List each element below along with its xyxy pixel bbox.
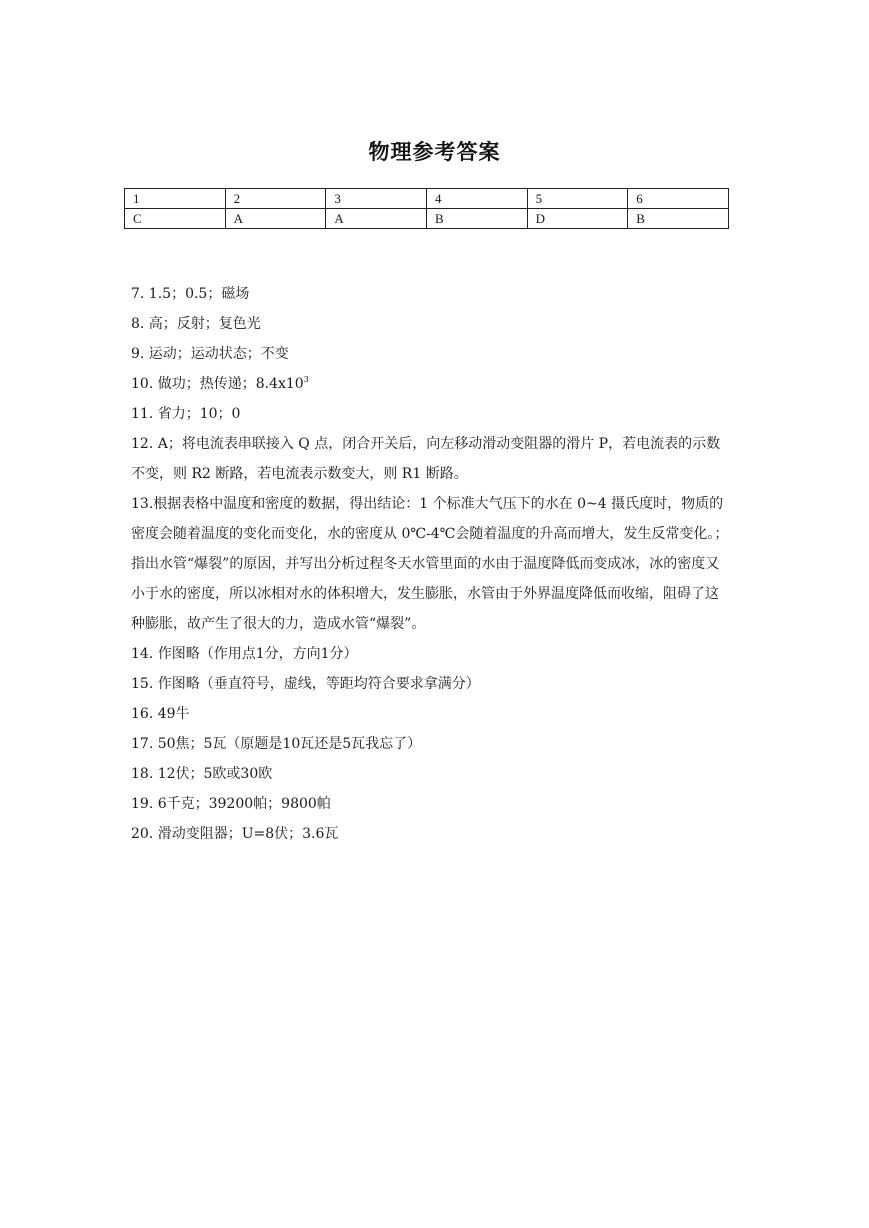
answer-item-18: 18. 12伏；5欧或30欧 xyxy=(131,766,273,782)
answer-item-14: 14. 作图略（作用点1分，方向1分） xyxy=(131,646,358,662)
answer-item-17: 17. 50焦；5瓦（原题是10瓦还是5瓦我忘了） xyxy=(131,736,422,752)
table-cell: 4 xyxy=(426,189,527,209)
choice-answer-table xyxy=(124,188,729,229)
exponent: 3 xyxy=(303,375,309,384)
answer-item-16: 16. 49牛 xyxy=(131,706,190,722)
table-cell: A xyxy=(225,209,326,229)
answer-item-7: 7. 1.5；0.5；磁场 xyxy=(131,286,250,302)
table-cell: 5 xyxy=(527,189,628,209)
table-cell: B xyxy=(628,209,729,229)
table-cell: 1 xyxy=(125,189,226,209)
table-cell: A xyxy=(326,209,427,229)
table-cell: D xyxy=(527,209,628,229)
answer-item-9: 9. 运动；运动状态；不变 xyxy=(131,346,289,362)
table-cell: B xyxy=(426,209,527,229)
answer-item-8: 8. 高；反射；复色光 xyxy=(131,316,261,332)
answer-item-20: 20. 滑动变阻器；U=8伏；3.6瓦 xyxy=(131,826,339,842)
page-title: 物理参考答案 xyxy=(368,140,501,164)
table-cell: 6 xyxy=(628,189,729,209)
answer-list xyxy=(131,279,729,849)
table-header-row xyxy=(125,189,729,209)
answer-item-12: 12. A；将电流表串联接入 Q 点，闭合开关后，向左移动滑动变阻器的滑片 P，若电流表的示数不变，则 R2 断路，若电流表示数变大，则 R1 断路。 xyxy=(131,436,721,482)
table-cell: 2 xyxy=(225,189,326,209)
answer-item-15: 15. 作图略（垂直符号，虚线，等距均符合要求拿满分） xyxy=(131,676,480,692)
answer-item-11: 11. 省力；10；0 xyxy=(131,406,241,422)
answer-item-13: 13.根据表格中温度和密度的数据，得出结论：1 个标准大气压下的水在 0~4 摄氏度时，物质的密度会随着温度的变化而变化，水的密度从 0℃-4℃会随着温度的升高而增大，发生反常变化。；指出水管“爆裂”的原因，并写出分析过程冬天水管里面的水由于温度降低而变成冰，冰的密度又小于水的密度，所以冰相对水的体积增大，发生膨胀，水管由于外界温度降低而收缩，阻碍了这种膨胀，故产生了很大的力，造成水管“爆裂”。 xyxy=(131,496,729,632)
answer-item-19: 19. 6千克；39200帕；9800帕 xyxy=(131,796,331,812)
answer-item-10 xyxy=(131,369,729,399)
answer-text: 10. 做功；热传递；8.4x10 xyxy=(131,376,304,392)
table-row xyxy=(125,209,729,229)
table-cell: 3 xyxy=(326,189,427,209)
table-cell: C xyxy=(125,209,226,229)
